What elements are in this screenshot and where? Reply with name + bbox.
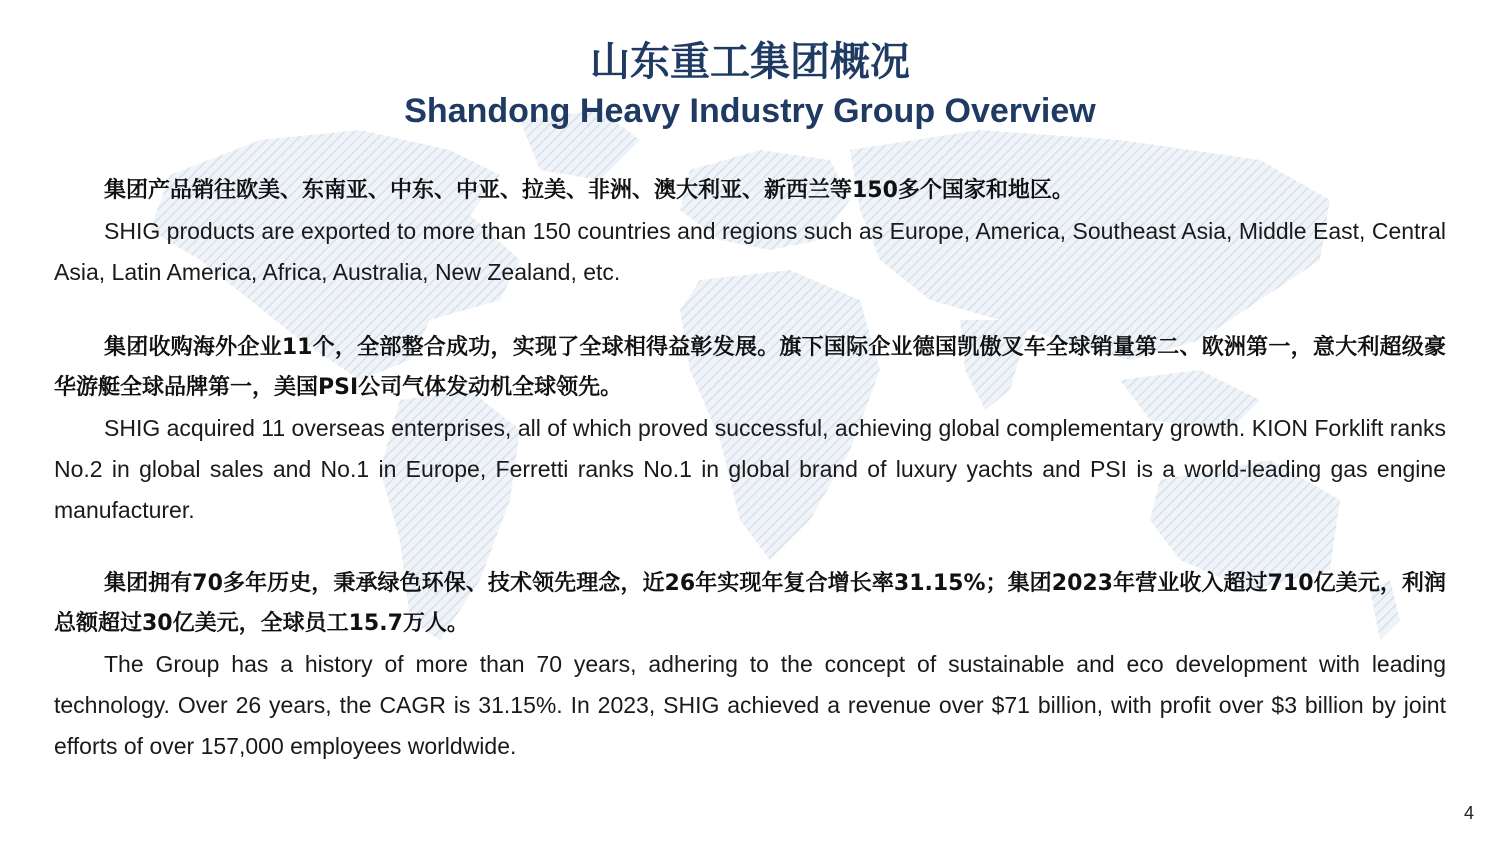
page-number: 4 [1463,803,1474,823]
paragraph-global-markets [54,171,1446,293]
paragraph-chinese: 集团收购海外企业11个，全部整合成功，实现了全球相得益彰发展。旗下国际企业德国凯傲叉车全球销量第二、欧洲第一，意大利超级豪华游艇全球品牌第一，美国PSI公司气体发动机全球领先。 [54,335,1446,400]
paragraph-english: SHIG acquired 11 overseas enterprises, all of which proved successful, achieving global complementary growth. KION Forklift ranks No.2 in global sales and No.1 in Europe, Ferretti ranks No.1 in global brand of luxury yachts and PSI is a world-leading gas engine manufacturer. [54,415,1446,523]
paragraph-overseas-acquisitions [54,328,1446,531]
paragraph-english: SHIG products are exported to more than 150 countries and regions such as Europe, America, Southeast Asia, Middle East, Central Asia, Latin America, Africa, Australia, New Zealand, etc. [54,218,1446,285]
paragraph-history-revenue [54,564,1446,767]
page-title-english: Shandong Heavy Industry Group Overview [404,92,1096,130]
paragraph-chinese: 集团拥有70多年历史，秉承绿色环保、技术领先理念，近26年实现年复合增长率31.15%；集团2023年营业收入超过710亿美元，利润总额超过30亿美元，全球员工15.7万人。 [54,571,1446,636]
page-title-chinese: 山东重工集团概况 [590,39,910,85]
paragraph-english: The Group has a history of more than 70 years, adhering to the concept of sustainable and eco development with leading technology. Over 26 years, the CAGR is 31.15%. In 2023, SHIG achieved a revenue over $71 billion, with profit over $3 billion by joint efforts of over 157,000 employees worldwide. [54,651,1446,759]
paragraph-chinese: 集团产品销往欧美、东南亚、中东、中亚、拉美、非洲、澳大利亚、新西兰等150多个国家和地区。 [104,178,1074,203]
